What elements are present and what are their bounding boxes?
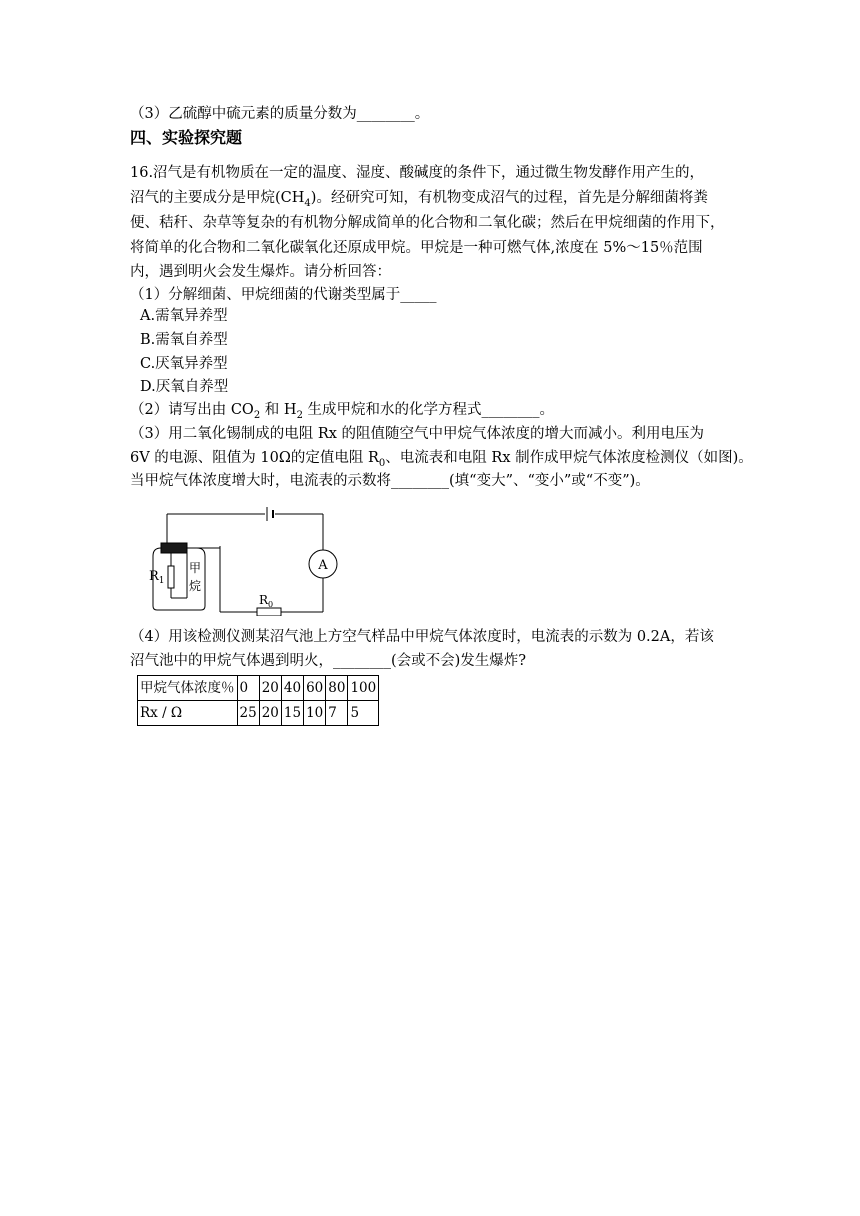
q16-part1: （1）分解细菌、甲烷细菌的代谢类型属于_____ — [130, 287, 437, 303]
q16-part4-line: 沼气池中的甲烷气体遇到明火，________(会或不会)发生爆炸? — [130, 653, 527, 669]
q16-intro-line: 将简单的化合物和二氧化碳氧化还原成甲烷。甲烷是一种可燃气体,浓度在 5%～15％范围 — [130, 240, 703, 256]
q16-part3-line: 6V 的电源、阻值为 10Ω的定值电阻 $R_0$、电流表和电阻 Rx 制作成甲烷气体浓度检测仪（如图)。 — [130, 450, 753, 469]
table-cell: 20 — [259, 676, 281, 701]
option-d: D.厌氧自养型 — [140, 379, 229, 395]
table-cell: 10 — [304, 701, 326, 726]
table-cell: 20 — [259, 701, 281, 726]
table-cell: 0 — [237, 676, 259, 701]
gas-sensor-chamber — [149, 543, 220, 610]
option-b: B.需氧自养型 — [140, 332, 228, 348]
q16-part3-line: （3）用二氧化锡制成的电阻 Rx 的阻值随空气中甲烷气体浓度的增大而减小。利用电压为 — [130, 426, 705, 442]
table-row — [138, 676, 379, 701]
methane-label-char: 甲 — [189, 561, 202, 575]
option-c: C.厌氧异养型 — [140, 356, 228, 372]
option-a: A.需氧异养型 — [140, 308, 228, 324]
q16-part3-line: 当甲烷气体浓度增大时，电流表的示数将________(填“变大”、“变小”或“不变”)。 — [130, 473, 650, 489]
r0-label: $R_0$ — [259, 593, 274, 609]
table-row — [138, 701, 379, 726]
ammeter-icon — [309, 550, 337, 578]
q16-part2: （2）请写出由 $CO_2$ 和 $H_2$ 生成甲烷和水的化学方程式________。 — [130, 402, 555, 421]
table-cell: 7 — [326, 701, 348, 726]
table-cell: 40 — [281, 676, 303, 701]
concentration-resistance-table — [137, 675, 379, 726]
table-cell: 100 — [348, 676, 379, 701]
q16-intro-line: 16.沼气是有机物质在一定的温度、湿度、酸碱度的条件下，通过微生物发酵作用产生的， — [130, 165, 705, 181]
table-cell: 甲烷气体浓度％ — [138, 676, 238, 701]
q16-intro-line: 沼气的主要成分是甲烷$(CH_4)$。经研究可知，有机物变成沼气的过程，首先是分解细菌将粪 — [130, 190, 708, 209]
battery-icon — [267, 507, 273, 521]
table-cell: Rx / Ω — [138, 701, 238, 726]
q16-intro-line: 内，遇到明火会发生爆炸。请分析回答： — [130, 264, 391, 280]
resistor-r1 — [168, 566, 174, 588]
section-title: 四、实验探究题 — [130, 128, 243, 147]
question-3-prev: （3）乙硫醇中硫元素的质量分数为________。 — [130, 106, 430, 122]
table-cell: 25 — [237, 701, 259, 726]
r1-label: $R_1$ — [149, 569, 165, 586]
table-cell: 80 — [326, 676, 348, 701]
methane-label-char: 烷 — [189, 579, 202, 593]
table-cell: 5 — [348, 701, 379, 726]
table-cell: 60 — [304, 676, 326, 701]
q16-part4-line: （4）用该检测仪测某沼气池上方空气样品中甲烷气体浓度时，电流表的示数为 0.2A，若该 — [130, 629, 714, 645]
svg-text:A: A — [318, 558, 328, 573]
table-cell: 15 — [281, 701, 303, 726]
circuit-diagram — [145, 498, 345, 616]
q16-intro-line: 便、秸秆、杂草等复杂的有机物分解成简单的化合物和二氧化碳；然后在甲烷细菌的作用下， — [130, 215, 725, 231]
resistor-r0 — [257, 593, 281, 616]
